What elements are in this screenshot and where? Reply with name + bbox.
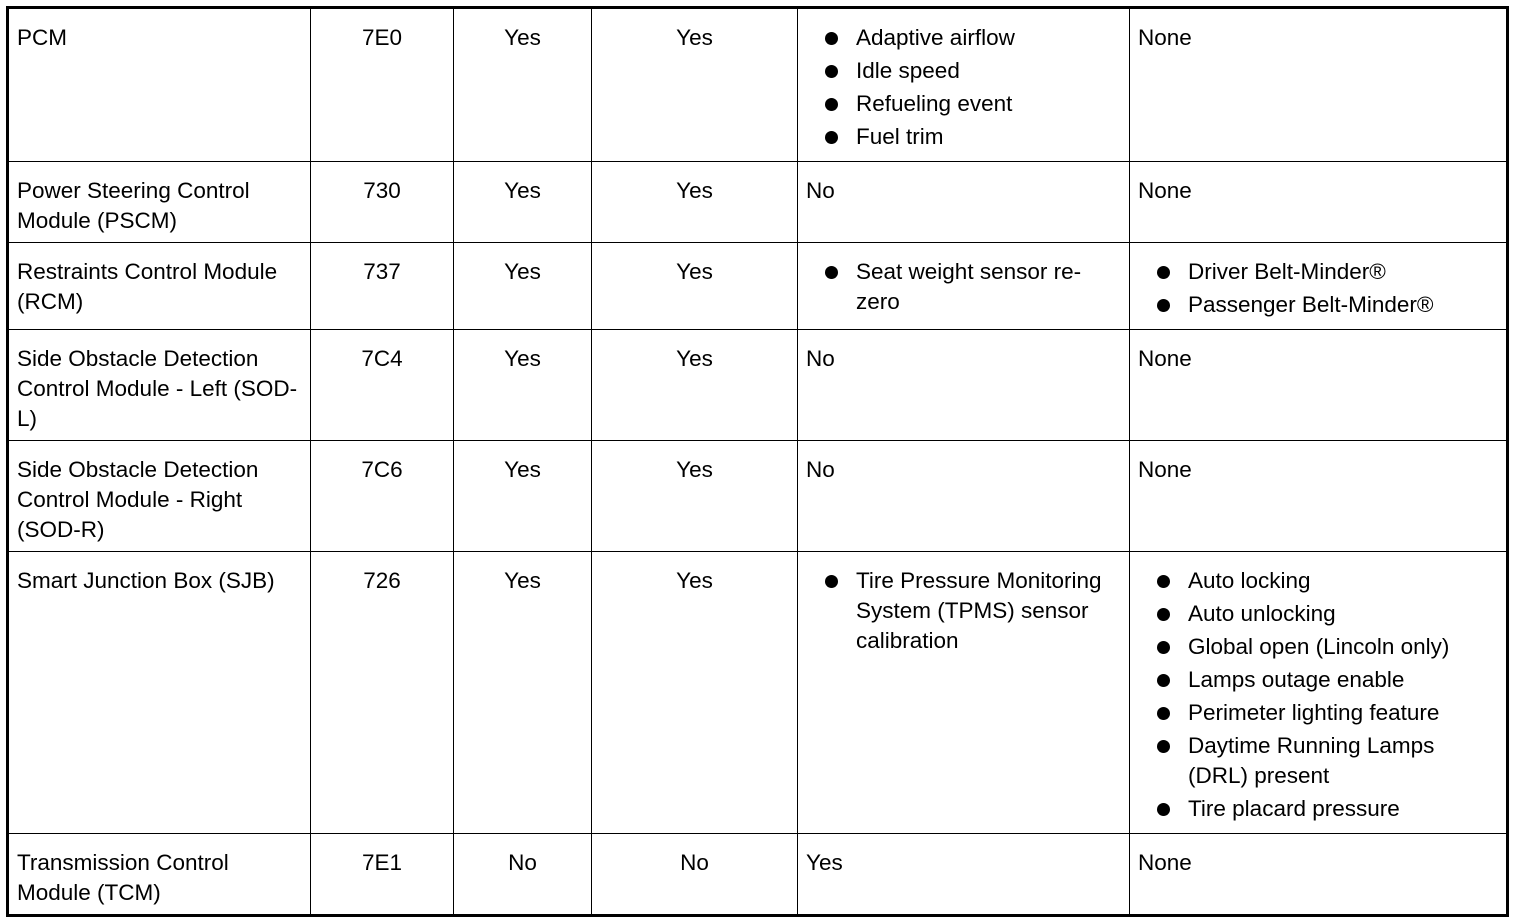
module-address-cell: 726 bbox=[311, 552, 454, 834]
module-name-cell: Side Obstacle Detection Control Module - Left (SOD-L) bbox=[8, 330, 311, 441]
bullet-item: Tire placard pressure bbox=[1138, 794, 1498, 824]
table-row bbox=[8, 243, 1508, 330]
column-6-cell bbox=[1130, 552, 1508, 834]
bullet-list bbox=[1138, 566, 1498, 824]
table-row bbox=[8, 441, 1508, 552]
module-name-cell: Restraints Control Module (RCM) bbox=[8, 243, 311, 330]
module-name-cell: Power Steering Control Module (PSCM) bbox=[8, 162, 311, 243]
cell-text: No bbox=[806, 457, 835, 482]
module-table-body bbox=[8, 8, 1508, 916]
bullet-list bbox=[806, 566, 1121, 656]
module-address-cell: 7C6 bbox=[311, 441, 454, 552]
column-4-cell: Yes bbox=[592, 243, 798, 330]
bullet-item: Daytime Running Lamps (DRL) present bbox=[1138, 731, 1498, 791]
bullet-item: Perimeter lighting feature bbox=[1138, 698, 1498, 728]
cell-text: No bbox=[806, 346, 835, 371]
bullet-item: Auto unlocking bbox=[1138, 599, 1498, 629]
cell-text: None bbox=[1138, 850, 1192, 875]
column-4-cell: Yes bbox=[592, 8, 798, 162]
bullet-item: Seat weight sensor re-zero bbox=[806, 257, 1121, 317]
bullet-item: Refueling event bbox=[806, 89, 1121, 119]
bullet-item: Driver Belt-Minder® bbox=[1138, 257, 1498, 287]
bullet-item: Auto locking bbox=[1138, 566, 1498, 596]
cell-text: None bbox=[1138, 178, 1192, 203]
column-4-cell: Yes bbox=[592, 330, 798, 441]
module-address-cell: 7C4 bbox=[311, 330, 454, 441]
bullet-list bbox=[1138, 257, 1498, 320]
column-3-cell: Yes bbox=[454, 162, 592, 243]
bullet-list bbox=[806, 257, 1121, 317]
bullet-item: Adaptive airflow bbox=[806, 23, 1121, 53]
module-name-cell: Transmission Control Module (TCM) bbox=[8, 834, 311, 916]
column-3-cell: No bbox=[454, 834, 592, 916]
column-4-cell: Yes bbox=[592, 552, 798, 834]
module-address-cell: 7E1 bbox=[311, 834, 454, 916]
column-3-cell: Yes bbox=[454, 552, 592, 834]
table-row bbox=[8, 552, 1508, 834]
cell-text: Yes bbox=[806, 850, 843, 875]
column-3-cell: Yes bbox=[454, 441, 592, 552]
column-6-cell bbox=[1130, 441, 1508, 552]
table-row bbox=[8, 330, 1508, 441]
module-address-cell: 730 bbox=[311, 162, 454, 243]
column-4-cell: No bbox=[592, 834, 798, 916]
cell-text: None bbox=[1138, 346, 1192, 371]
column-5-cell bbox=[798, 8, 1130, 162]
cell-text: None bbox=[1138, 457, 1192, 482]
column-4-cell: Yes bbox=[592, 441, 798, 552]
bullet-item: Passenger Belt-Minder® bbox=[1138, 290, 1498, 320]
module-name-cell: Smart Junction Box (SJB) bbox=[8, 552, 311, 834]
cell-text: None bbox=[1138, 25, 1192, 50]
bullet-item: Tire Pressure Monitoring System (TPMS) sensor calibration bbox=[806, 566, 1121, 656]
column-3-cell: Yes bbox=[454, 243, 592, 330]
table-row bbox=[8, 834, 1508, 916]
column-5-cell bbox=[798, 552, 1130, 834]
column-6-cell bbox=[1130, 162, 1508, 243]
module-address-cell: 7E0 bbox=[311, 8, 454, 162]
table-row bbox=[8, 8, 1508, 162]
column-5-cell bbox=[798, 441, 1130, 552]
column-3-cell: Yes bbox=[454, 330, 592, 441]
module-address-cell: 737 bbox=[311, 243, 454, 330]
column-3-cell: Yes bbox=[454, 8, 592, 162]
module-name-cell: Side Obstacle Detection Control Module - Right (SOD-R) bbox=[8, 441, 311, 552]
column-6-cell bbox=[1130, 330, 1508, 441]
column-5-cell bbox=[798, 162, 1130, 243]
module-table bbox=[6, 6, 1509, 917]
column-6-cell bbox=[1130, 834, 1508, 916]
column-6-cell bbox=[1130, 243, 1508, 330]
cell-text: No bbox=[806, 178, 835, 203]
bullet-item: Idle speed bbox=[806, 56, 1121, 86]
column-5-cell bbox=[798, 834, 1130, 916]
module-name-cell: PCM bbox=[8, 8, 311, 162]
bullet-item: Fuel trim bbox=[806, 122, 1121, 152]
bullet-list bbox=[806, 23, 1121, 152]
bullet-item: Lamps outage enable bbox=[1138, 665, 1498, 695]
column-6-cell bbox=[1130, 8, 1508, 162]
column-4-cell: Yes bbox=[592, 162, 798, 243]
column-5-cell bbox=[798, 330, 1130, 441]
column-5-cell bbox=[798, 243, 1130, 330]
bullet-item: Global open (Lincoln only) bbox=[1138, 632, 1498, 662]
table-row bbox=[8, 162, 1508, 243]
